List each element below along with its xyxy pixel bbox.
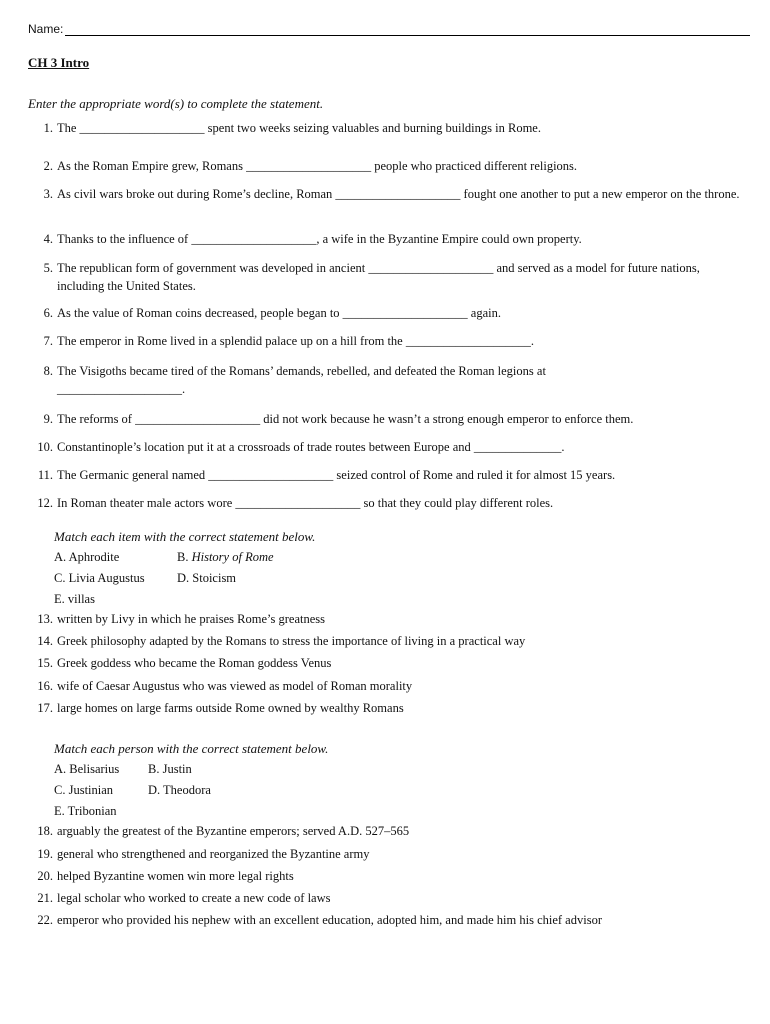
option-b-title: History of Rome <box>191 550 274 564</box>
question-13: 13. written by Livy in which he praises Rome’s greatness <box>37 612 325 626</box>
question-3: 3. As civil wars broke out during Rome’s decline, Roman ____________________ fought one another to put a new emperor on the throne. <box>43 187 740 201</box>
question-1: 1. The ____________________ spent two weeks seizing valuables and burning buildings in Rome. <box>43 121 541 135</box>
question-17: 17. large homes on large farms outside Rome owned by wealthy Romans <box>37 701 404 715</box>
name-row <box>28 18 750 36</box>
question-22: 22. emperor who provided his nephew with an excellent education, adopted him, and made him his chief advisor <box>37 913 602 927</box>
question-2: 2. As the Roman Empire grew, Romans ____________________ people who practiced different religions. <box>43 159 578 173</box>
name-label: Name: <box>28 22 64 36</box>
question-21: 21. legal scholar who worked to create a new code of laws <box>37 891 331 905</box>
page-title: CH 3 Intro <box>28 55 90 70</box>
question-5: 5. The republican form of government was developed in ancient ____________________ and served as a model for future nations, including the United States. <box>43 261 700 293</box>
name-line <box>65 21 750 36</box>
section2-instruction: Match each item with the correct statement below. <box>54 529 316 544</box>
section1-instruction: Enter the appropriate word(s) to complete the statement. <box>28 96 324 111</box>
question-8: 8. The Visigoths became tired of the Romans’ demands, rebelled, and defeated the Roman legions at ____________________. <box>43 364 546 396</box>
question-10: 10. Constantinople’s location put it at a crossroads of trade routes between Europe and ______________. <box>37 440 565 454</box>
question-11: 11. The Germanic general named ____________________ seized control of Rome and ruled it for almost 15 years. <box>37 468 616 482</box>
section3-instruction: Match each person with the correct statement below. <box>54 741 329 756</box>
option-a: A. Aphrodite <box>54 550 120 564</box>
question-12: 12. In Roman theater male actors wore ____________________ so that they could play different roles. <box>37 496 554 510</box>
option-c: C. Livia Augustus <box>54 571 145 585</box>
question-7: 7. The emperor in Rome lived in a splendid palace up on a hill from the ____________________. <box>43 334 534 348</box>
option-b: B. History of Rome <box>177 550 274 564</box>
person-option-a: A. Belisarius <box>54 762 120 776</box>
question-18: 18. arguably the greatest of the Byzantine emperors; served A.D. 527–565 <box>37 824 410 838</box>
question-9: 9. The reforms of ____________________ did not work because he wasn’t a strong enough emperor to enforce them. <box>43 412 634 426</box>
person-option-c: C. Justinian <box>54 783 114 797</box>
question-15: 15. Greek goddess who became the Roman goddess Venus <box>37 656 332 670</box>
option-d: D. Stoicism <box>177 571 237 585</box>
question-20: 20. helped Byzantine women win more legal rights <box>37 869 294 883</box>
option-e: E. villas <box>54 592 95 606</box>
person-option-d: D. Theodora <box>148 783 211 797</box>
person-option-b: B. Justin <box>148 762 192 776</box>
question-16: 16. wife of Caesar Augustus who was viewed as model of Roman morality <box>37 679 413 693</box>
question-14: 14. Greek philosophy adapted by the Romans to stress the importance of living in a practical way <box>37 634 526 648</box>
person-option-e: E. Tribonian <box>54 804 117 818</box>
question-6: 6. As the value of Roman coins decreased, people began to ____________________ again. <box>43 306 501 320</box>
question-4: 4. Thanks to the influence of ____________________, a wife in the Byzantine Empire could own property. <box>43 232 582 246</box>
question-19: 19. general who strengthened and reorganized the Byzantine army <box>37 847 370 861</box>
